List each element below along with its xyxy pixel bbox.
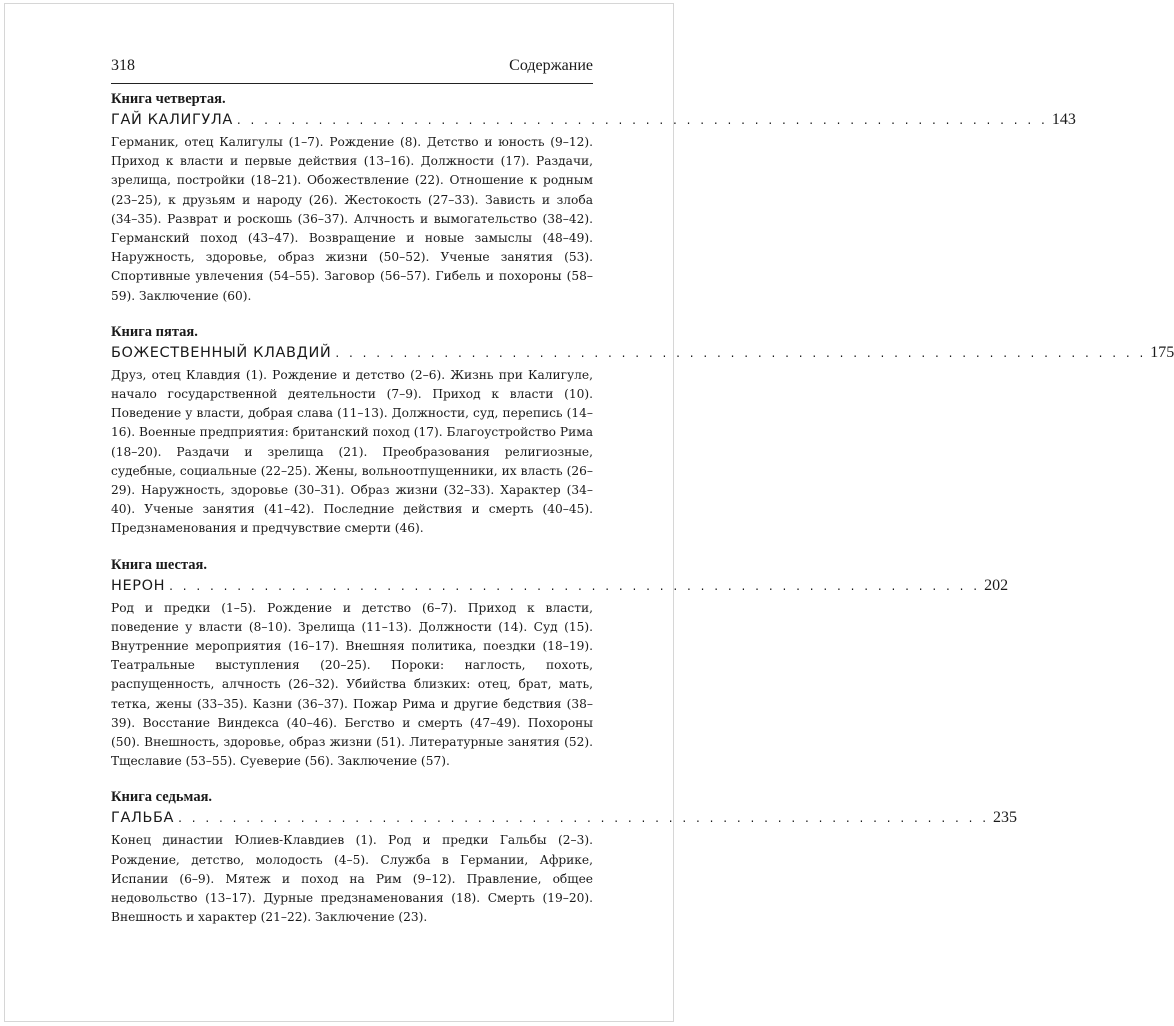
toc-entry-title: БОЖЕСТВЕННЫЙ КЛАВДИЙ [111, 344, 332, 361]
running-title: Содержание [509, 57, 593, 74]
toc-entry-title: ГАЛЬБА [111, 810, 175, 827]
toc-section-book-6 [111, 556, 1009, 772]
dot-leader: . . . . . . . . . . . . . . . . . . . . . . . . . . . . . . . . . . . . . . . . . . . . . . . . . . . . . . . . . . . . [236, 113, 1048, 127]
dot-leader: . . . . . . . . . . . . . . . . . . . . . . . . . . . . . . . . . . . . . . . . . . . . . . . . . . . . . . . . . . . . [169, 578, 981, 593]
toc-entry[interactable] [111, 342, 1174, 364]
toc-entry-page: 202 [984, 576, 1009, 594]
toc-entry-page: 143 [1051, 111, 1076, 128]
dot-leader: . . . . . . . . . . . . . . . . . . . . . . . . . . . . . . . . . . . . . . . . . . . . . . . . . . . . . . . . . . . . [335, 345, 1147, 360]
section-description: Род и предки (1–5). Рождение и детство (6–7). Приход к власти, поведение у власти (8–10). Зрелища (11–13). Должности (14). Суд (15). Внутренние мероприятия (16–17). Внешняя политика, поездки (18–19). Театральные выступления (20–25). Пороки: наглость, похоть, распущенность, алчность (26–32). Убийства близких: отец, брат, мать, тетка, жены (33–35). Казни (36–37). Пожар Рима и другие бедствия (38–39). Восстание Виндекса (40–46). Бегство и смерть (47–49). Похороны (50). Внешность, здоровье, образ жизни (51). Литературные занятия (52). Тщеславие (53–55). Суеверие (56). Заключение (57). [111, 600, 593, 769]
toc-entry-title: НЕРОН [111, 577, 166, 594]
toc-entry[interactable] [111, 109, 1076, 131]
section-description: Германик, отец Калигулы (1–7). Рождение (8). Детство и юность (9–12). Приход к власти и первые действия (13–16). Должности (17). Раздачи, зрелища, постройки (18–21). Обожествление (22). Отношение к родным (23–25), к друзьям и народу (26). Жестокость (27–33). Зависть и злоба (34–35). Разврат и роскошь (36–37). Алчность и вымогательство (38–42). Германский поход (43–47). Возвращение и новые замыслы (48–49). Наружность, здоровье, образ жизни (50–52). Ученые занятия (53). Спортивные увлечения (54–55). Заговор (56–57). Гибель и похороны (58–59). Заключение (60). [111, 135, 593, 303]
toc-entry[interactable] [111, 807, 1018, 829]
book-label: Книга четвертая. [111, 91, 226, 107]
dot-leader: . . . . . . . . . . . . . . . . . . . . . . . . . . . . . . . . . . . . . . . . . . . . . . . . . . . . . . . . . . . . [178, 811, 990, 826]
toc-entry-page: 175 [1150, 343, 1174, 361]
running-header [111, 53, 593, 79]
toc-entry-title: ГАЙ КАЛИГУЛА [111, 112, 233, 128]
toc-entry[interactable] [111, 575, 1009, 597]
toc-section-book-5 [111, 323, 1174, 539]
toc-section-book-7 [111, 788, 1018, 927]
section-description: Друз, отец Клавдия (1). Рождение и детство (2–6). Жизнь при Калигуле, начало государственной деятельности (7–9). Приход к власти (10). Поведение у власти, добрая слава (11–13). Должности, суд, перепись (14–16). Военные предприятия: британский поход (17). Благоустройство Рима (18–20). Раздачи и зрелища (21). Преобразования религиозные, судебные, социальные (22–25). Жены, вольноотпущенники, их власть (26–29). Наружность, здоровье (30–31). Образ жизни (32–33). Характер (34–40). Ученые занятия (41–42). Последние действия и смерть (40–45). Предзнаменования и предчувствие смерти (46). [111, 367, 593, 536]
toc-entry-page: 235 [993, 809, 1018, 827]
table-of-contents [111, 90, 1174, 945]
book-label: Книга шестая. [111, 556, 207, 573]
toc-section-book-4 [111, 90, 1076, 306]
book-label: Книга пятая. [111, 323, 198, 340]
header-rule [111, 83, 593, 84]
book-label: Книга седьмая. [111, 789, 213, 806]
section-description: Конец династии Юлиев-Клавдиев (1). Род и предки Гальбы (2–3). Рождение, детство, молодость (4–5). Служба в Германии, Африке, Испании (6–9). Мятеж и поход на Рим (9–12). Правление, общее недовольство (13–17). Дурные предзнаменования (18). Смерть (19–20). Внешность и характер (21–22). Заключение (23). [111, 833, 593, 925]
page-number: 318 [111, 57, 135, 74]
